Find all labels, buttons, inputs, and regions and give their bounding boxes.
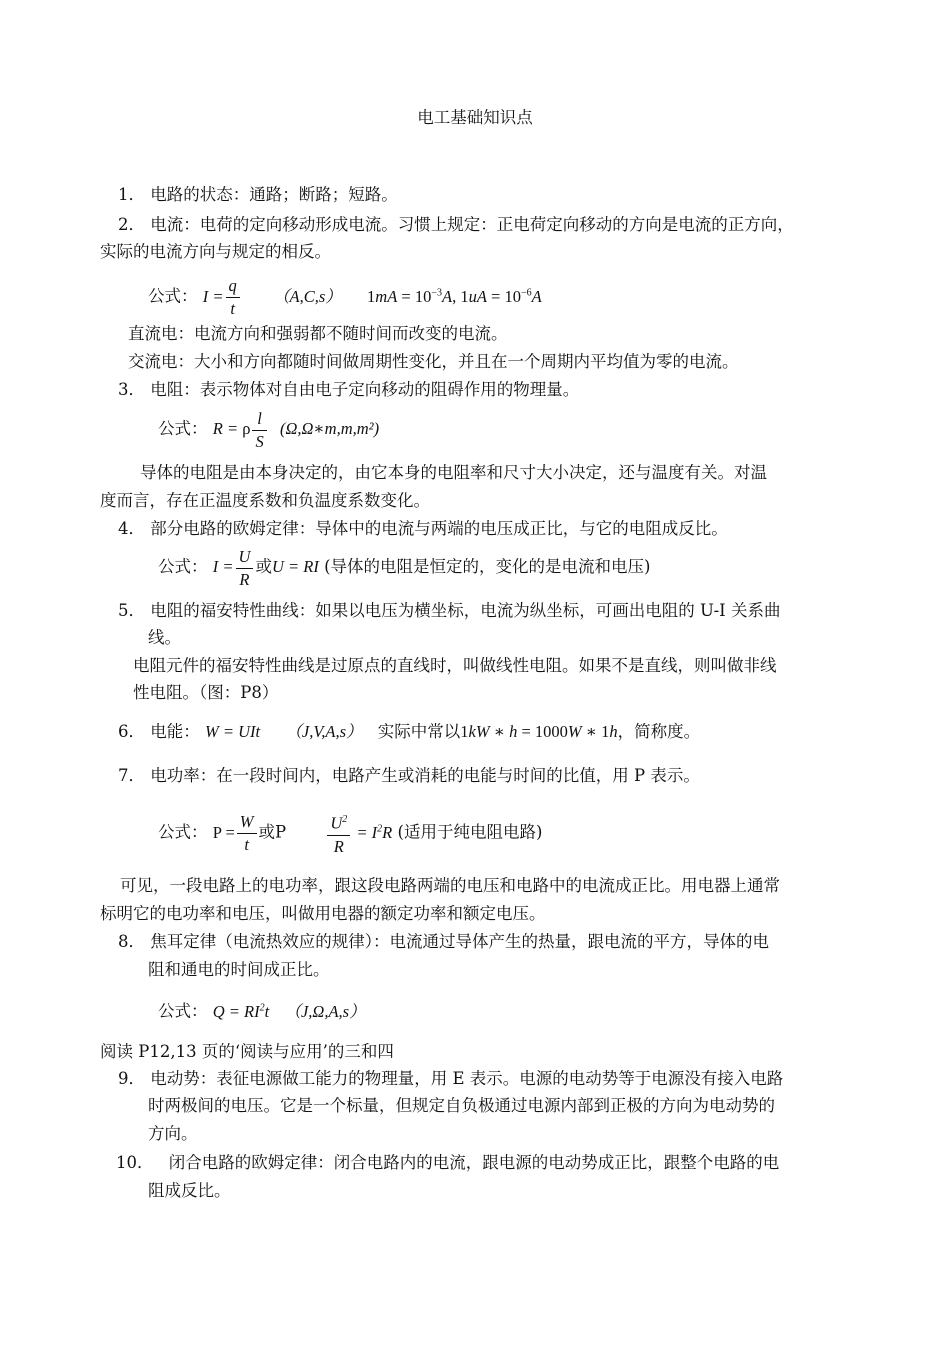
item-number: 8． [118,932,145,951]
formula-units: （J,V,A,s） [285,722,363,741]
item-9 [118,1069,783,1089]
item-number: 4． [118,519,145,538]
formula-label: 公式： [158,419,208,438]
item-number: 3． [118,380,145,399]
item-number: 7． [118,766,145,785]
formula-expression: $Q = RI^2t$ [212,1001,270,1021]
resistance-paragraph-2: 度而言，存在正温度系数和负温度系数变化。 [100,491,430,510]
formula-note: (导体的电阻是恒定的，变化的是电流和电压) [324,557,651,576]
item-text: 电阻的福安特性曲线：如果以电压为横坐标，电流为纵坐标，可画出电阻的 U-I 关系曲 [150,601,781,620]
item-5b: 电阻元件的福安特性曲线是过原点的直线时，叫做线性电阻。如果不是直线，则叫做非线 [133,656,777,675]
formula-expression: I = $\frac{U}{R}$ [213,557,256,576]
item-10 [116,1153,779,1173]
item-8-cont: 阻和通电的时间成正比。 [148,960,330,979]
formula-units: (Ω,Ω∗m,m,m²) [279,419,380,438]
item-10-cont: 阻成反比。 [148,1181,231,1200]
item-number: 2． [118,215,145,234]
formula-units: （A,C,s） [273,286,342,306]
formula-or: 或 [255,557,272,576]
formula-expression: I = $\frac{q}{t}$ [203,287,242,306]
item-text: 实际中常以 [377,722,461,741]
item-5b-cont: 性电阻。（图：P8） [133,683,279,702]
item-number: 5． [118,601,145,620]
item-3 [118,380,579,400]
formula-label: 公式： [158,822,208,842]
reading-note: 阅读 P12,13 页的‘阅读与应用’的三和四 [100,1042,394,1061]
item-5 [118,601,780,621]
item-number: 9． [118,1069,145,1088]
item-text: 电阻：表示物体对自由电子定向移动的阻碍作用的物理量。 [150,380,580,399]
formula-note: (适用于纯电阻电路) [397,822,543,842]
formula-label: 公式： [148,286,198,306]
resistance-paragraph-1: 导体的电阻是由本身决定的，由它本身的电阻率和尺寸大小决定，还与温度有关。对温 [140,463,767,482]
formula-expression-alt: 1kW ∗ h = 1000W ∗ 1h [460,722,618,741]
item-8 [118,932,769,952]
item-6 [118,722,700,742]
item-text: 部分电路的欧姆定律：导体中的电流与两端的电压成正比，与它的电阻成反比。 [150,519,728,538]
formula-expression: R = ρ $\frac{l}{S}$ [213,419,269,438]
power-paragraph-1: 可见，一段电路上的电功率，跟这段电路两端的电压和电路中的电流成正比。用电器上通常 [120,876,780,895]
item-text: 电功率：在一段时间内，电路产生或消耗的电能与时间的比值，用 P 表示。 [150,766,700,785]
formula-or: 或P [258,822,287,842]
formula-resistance [158,406,379,454]
page-title: 电工基础知识点 [417,108,533,127]
item-number: 1． [118,185,145,204]
item-label: 电能： [150,722,200,741]
formula-expression: P = $\frac{W}{t}$ [213,823,259,842]
item-9-cont-2: 方向。 [148,1124,198,1143]
formula-label: 公式： [158,557,208,576]
ac-definition: 交流电：大小和方向都随时间做周期性变化，并且在一个周期内平均值为零的电流。 [128,352,739,371]
formula-units: （J,Ω,A,s） [284,1001,366,1021]
item-2-cont: 实际的电流方向与规定的相反。 [100,242,331,261]
item-text: 电动势：表征电源做工能力的物理量，用 E 表示。电源的电动势等于电源没有接入电路 [150,1069,784,1088]
formula-expression: W = UIt [205,722,261,741]
formula-label: 公式： [158,1001,208,1021]
item-9-cont-1: 时两极间的电压。它是一个标量，但规定自负极通过电源内部到正极的方向为电动势的 [148,1096,775,1115]
item-text: 闭合电路的欧姆定律：闭合电路内的电流，跟电源的电动势成正比，跟整个电路的电 [168,1153,780,1172]
item-text: 电流：电荷的定向移动形成电流。习惯上规定：正电荷定向移动的方向是电流的正方向， [150,215,794,234]
unit-conversion: $1mA = 10^{-3}A$, $1uA = 10^{-6}A$ [367,286,542,306]
item-1 [118,185,398,205]
formula-ohm [158,544,650,592]
item-text: 电路的状态：通路；断路；短路。 [150,185,398,204]
formula-expression-alt: U = RI [271,557,319,576]
item-2 [118,215,794,235]
formula-joule [158,998,366,1022]
item-number: 10． [116,1153,154,1172]
formula-current [148,270,542,318]
formula-power [158,806,542,854]
formula-expression-alt: $\frac{U^2}{R}$ = $I^2R$ [325,823,392,842]
dc-definition: 直流电：电流方向和强弱都不随时间而改变的电流。 [128,324,508,343]
item-number: 6． [118,722,145,741]
item-4 [118,519,728,539]
item-7 [118,766,700,786]
item-text-tail: ，简称度。 [617,722,701,741]
item-text: 焦耳定律（电流热效应的规律）：电流通过导体产生的热量，跟电流的平方，导体的电 [150,932,769,951]
item-5-cont: 线。 [148,628,181,647]
power-paragraph-2: 标明它的电功率和电压，叫做用电器的额定功率和额定电压。 [100,904,546,923]
